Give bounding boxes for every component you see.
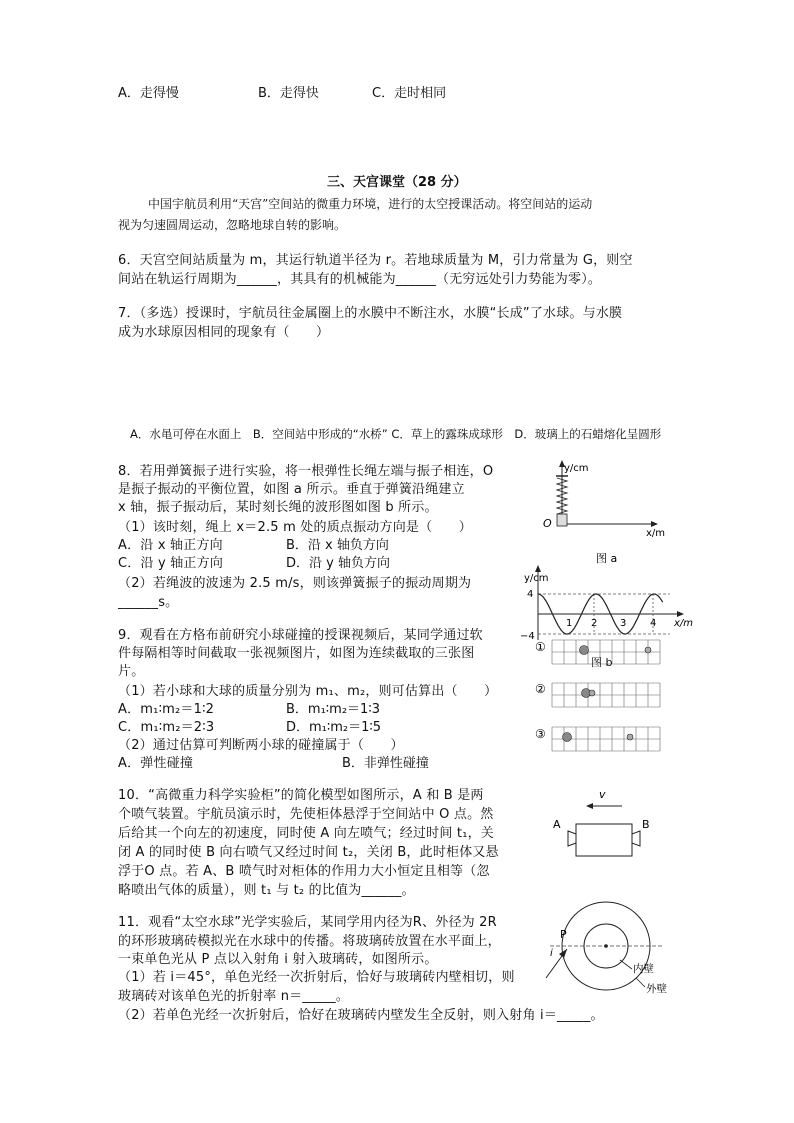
q8-line1: 8．若用弹簧振子进行实验，将一根弹性长绳左端与振子相连，O bbox=[118, 464, 494, 479]
figure-b-ylabel: y/cm bbox=[524, 573, 549, 584]
cabinet-body bbox=[576, 824, 632, 856]
frame-2-balls bbox=[582, 689, 596, 698]
figure-cabinet bbox=[540, 786, 670, 862]
q11-line2: 的环形玻璃砖模拟光在水球中的传播。将玻璃砖放置在水平面上， bbox=[118, 934, 501, 949]
figure-b-y-neg: −4 bbox=[520, 631, 535, 642]
q11-sub1-line1: （1）若 i＝45°，单色光经一次折射后，恰好与玻璃砖内壁相切，则 bbox=[118, 970, 515, 985]
figure-b-y-pos: 4 bbox=[527, 589, 534, 600]
q10-line4: 闭 A 的同时使 B 向右喷气又经过时间 t₂，关闭 B，此时柜体又悬 bbox=[118, 845, 499, 860]
q11-line3: 一束单色光从 P 点以入射角 i 射入玻璃砖，如图所示。 bbox=[118, 952, 438, 967]
q10-line6: 略喷出气体的质量），则 t₁ 与 t₂ 的比值为______。 bbox=[118, 883, 415, 898]
q8-sub2-line1: （2）若绳波的波速为 2.5 m/s，则该弹簧振子的振动周期为 bbox=[118, 576, 472, 591]
section-intro-line1: 中国宇航员利用“天宫”空间站的微重力环境，进行的太空授课活动。将空间站的运动 bbox=[148, 197, 593, 211]
frame-3-balls bbox=[563, 733, 634, 742]
outer-wall-label: 外壁 bbox=[646, 983, 667, 995]
q8-sub1: （1）该时刻，绳上 x＝2.5 m 处的质点振动方向是（ ） bbox=[118, 520, 472, 535]
q9-opt-b: B．m₁∶m₂＝1∶3 bbox=[286, 702, 380, 717]
figure-a bbox=[536, 458, 666, 568]
point-p-label: P bbox=[560, 928, 567, 941]
section-title: 三、天宫课堂（28 分） bbox=[327, 175, 467, 190]
q9-sub2: （2）通过估算可判断两小球的碰撞属于（ ） bbox=[118, 738, 404, 753]
q8-opt-c: C．沿 y 轴正方向 bbox=[118, 556, 224, 571]
q5-option-a: A．走得慢 bbox=[118, 86, 179, 101]
q11-line1: 11．观看“太空水球”光学实验后，某同学用内径为R、外径为 2R bbox=[118, 915, 497, 930]
q8-sub2-line2: ______s。 bbox=[118, 595, 179, 610]
figure-b-caption: 图 b bbox=[591, 656, 613, 669]
nozzle-a bbox=[568, 831, 576, 846]
grid-frame-2 bbox=[552, 683, 660, 707]
q8-opt-d: D．沿 y 轴负方向 bbox=[286, 556, 390, 571]
q10-line3: 后给其一个向左的初速度，同时使 A 向左喷气；经过时间 t₁，关 bbox=[118, 826, 494, 841]
q9-opt2-a: A．弹性碰撞 bbox=[118, 756, 194, 771]
q7-line1: 7．（多选）授课时，宇航员往金属圈上的水膜中不断注水，水膜“长成”了水球。与水膜 bbox=[118, 306, 623, 321]
inner-wall-label: 内壁 bbox=[633, 963, 654, 975]
figure-glass-ring bbox=[540, 900, 690, 1004]
figure-b-tick-1: 1 bbox=[566, 618, 573, 629]
frame-label-3: ③ bbox=[535, 727, 546, 741]
q6-line1: 6．天宫空间站质量为 m，其运行轨道半径为 r。若地球质量为 M，引力常量为 G，则空 bbox=[118, 253, 633, 268]
section-intro-line2: 视为匀速圆周运动，忽略地球自转的影响。 bbox=[118, 218, 347, 232]
q10-line1: 10．“高微重力科学实验柜”的简化模型如图所示，A 和 B 是两 bbox=[118, 788, 484, 803]
nozzle-b bbox=[632, 831, 640, 846]
q5-option-b: B．走得快 bbox=[258, 86, 319, 101]
q5-option-c: C．走时相同 bbox=[372, 86, 447, 101]
q7-line2: 成为水球原因相同的现象有（ ） bbox=[118, 325, 330, 340]
figure-a-x-arrow bbox=[651, 521, 658, 527]
q9-sub1: （1）若小球和大球的质量分别为 m₁、m₂，则可估算出（ ） bbox=[118, 684, 498, 699]
figure-b-xlabel: x/m bbox=[674, 618, 694, 629]
q9-opt-a: A．m₁∶m₂＝1∶2 bbox=[118, 702, 215, 717]
q9-opt2-b: B．非弹性碰撞 bbox=[342, 756, 429, 771]
figure-b bbox=[520, 564, 696, 642]
figure-a-ylabel: y/cm bbox=[564, 463, 589, 474]
angle-i-label: i bbox=[550, 948, 553, 959]
q7-options: A．水黾可停在水面上 B．空间站中形成的“水桥” C．草上的露珠成球形 D．玻璃上的石蜡熔化呈圆形 bbox=[130, 427, 662, 441]
center-point bbox=[604, 944, 608, 948]
q9-line2: 件每隔相等时间截取一张视频图片，如图为连续截取的三张图 bbox=[118, 646, 475, 661]
frame-label-2: ② bbox=[535, 682, 546, 696]
velocity-label: v bbox=[599, 788, 606, 801]
figure-b-tick-4: 4 bbox=[650, 618, 657, 629]
q8-opt-a: A．沿 x 轴正方向 bbox=[118, 538, 223, 553]
q10-line5: 浮于O 点。若 A、B 喷气时对柜体的作用力大小恒定且相等（忽 bbox=[118, 864, 490, 879]
figure-b-tick-2: 2 bbox=[591, 618, 598, 629]
q11-sub2: （2）若单色光经一次折射后，恰好在玻璃砖内壁发生全反射，则入射角 i＝_____。 bbox=[118, 1008, 604, 1023]
q10-line2: 个喷气装置。宇航员演示时，先使柜体悬浮于空间站中 O 点。然 bbox=[118, 807, 494, 822]
q8-line3: x 轴，振子振动后，某时刻长绳的波形图如图 b 所示。 bbox=[118, 500, 438, 515]
figure-a-xlabel: x/m bbox=[646, 528, 666, 539]
figure-b-tick-3: 3 bbox=[620, 618, 627, 629]
q9-opt-d: D．m₁∶m₂＝1∶5 bbox=[286, 720, 382, 735]
q6-line2: 间站在轨运行周期为______，其具有的机械能为______（无穷远处引力势能为零）。 bbox=[118, 272, 602, 287]
q9-line1: 9．观看在方格布前研究小球碰撞的授课视频后，某同学通过软 bbox=[118, 628, 483, 643]
q9-line3: 片。 bbox=[118, 664, 145, 679]
figure-b-y-arrow bbox=[535, 565, 541, 572]
q9-opt-c: C．m₁∶m₂＝2∶3 bbox=[118, 720, 215, 735]
velocity-arrowhead bbox=[586, 803, 593, 809]
outer-wall-pointer bbox=[636, 978, 645, 987]
q8-line2: 是振子振动的平衡位置，如图 a 所示。垂直于弹簧沿绳建立 bbox=[118, 482, 465, 497]
nozzle-a-label: A bbox=[553, 818, 561, 831]
figure-b-x-arrow bbox=[677, 611, 684, 617]
frame-label-1: ① bbox=[535, 640, 546, 654]
nozzle-b-label: B bbox=[642, 818, 650, 831]
figure-a-caption: 图 a bbox=[596, 552, 618, 565]
q8-opt-b: B．沿 x 轴负方向 bbox=[286, 538, 389, 553]
q11-sub1-line2: 玻璃砖对该单色光的折射率 n＝_____。 bbox=[118, 989, 350, 1004]
figure-a-origin: O bbox=[543, 517, 552, 530]
